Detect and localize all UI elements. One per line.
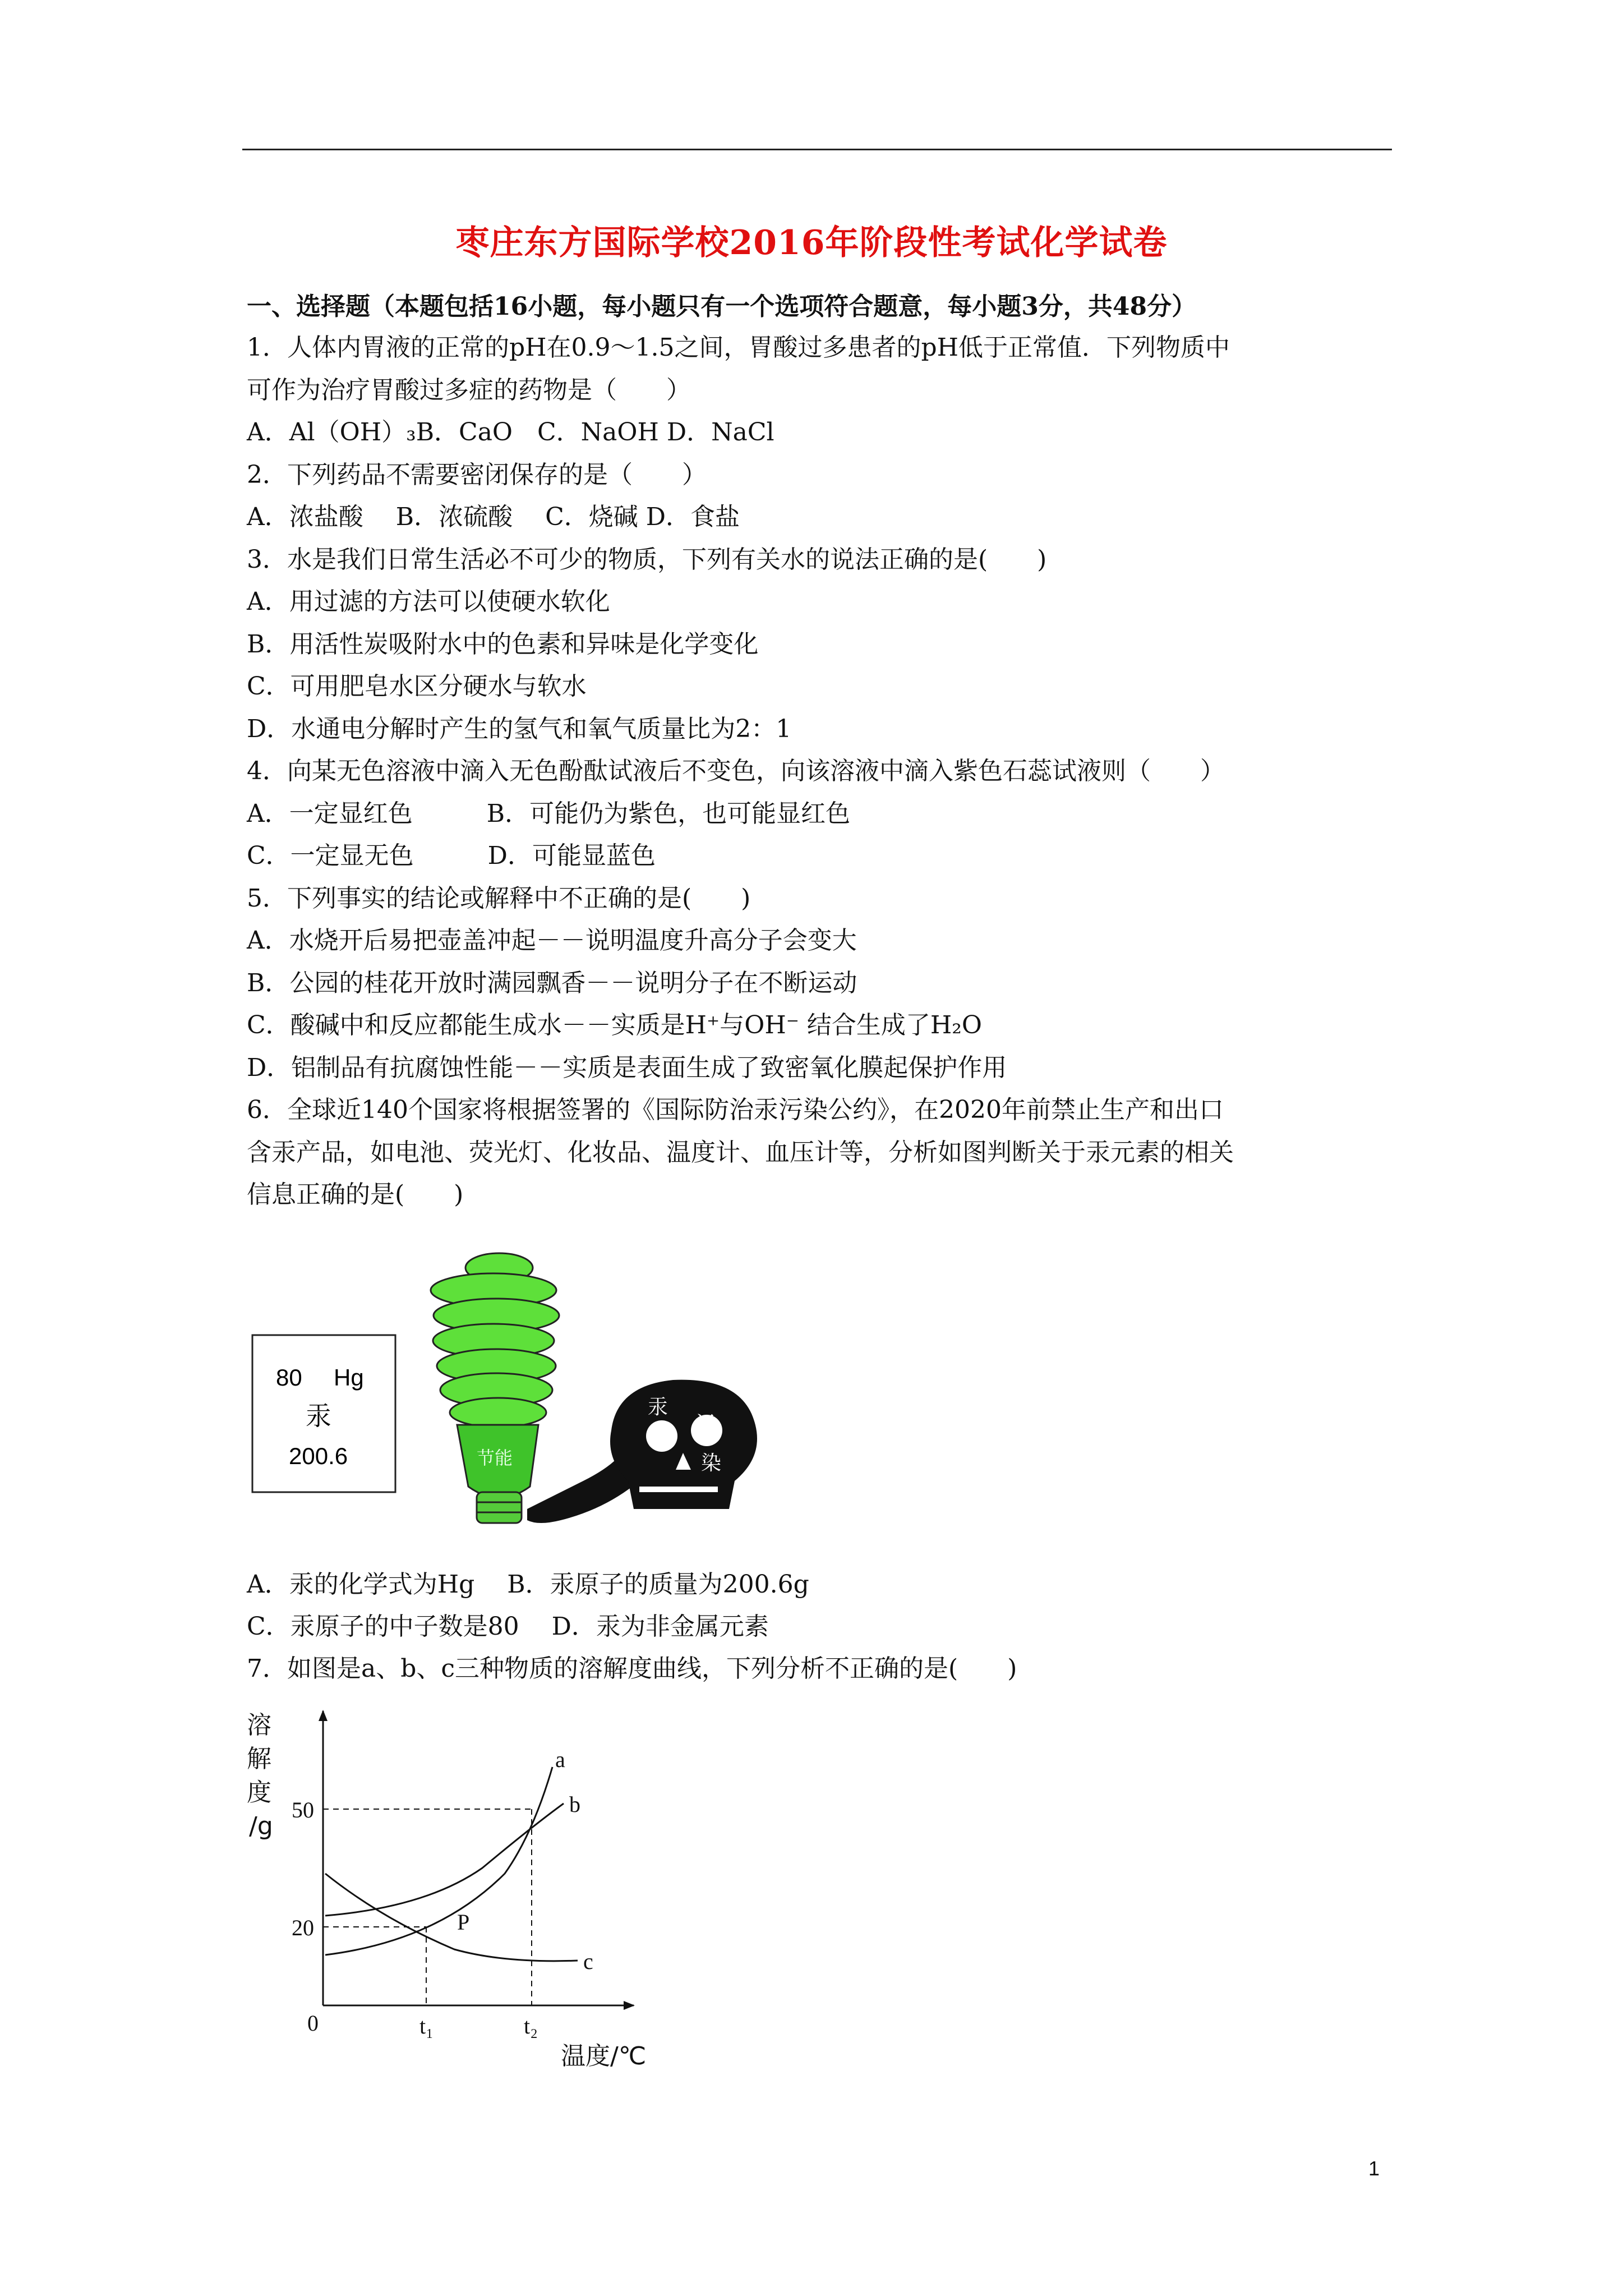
ylabel-char-3: 度 — [247, 1778, 271, 1807]
curve-c-label: c — [583, 1949, 593, 1974]
bulb-label: 节能 — [477, 1447, 513, 1469]
solubility-graph — [241, 1705, 679, 2070]
question-line: D．铝制品有抗腐蚀性能－－实质是表面生成了致密氧化膜起保护作用 — [247, 1053, 1007, 1082]
element-card — [252, 1335, 395, 1492]
xlabel: 温度/℃ — [561, 2042, 647, 2070]
point-p-label: P — [457, 1910, 470, 1935]
question-line: 4．向某无色溶液中滴入无色酚酞试液后不变色，向该溶液中滴入紫色石蕊试液则（ ） — [247, 757, 1225, 785]
question-line: 5．下列事实的结论或解释中不正确的是( ) — [247, 884, 751, 913]
question-line: 6．全球近140个国家将根据签署的《国际防治汞污染公约》，在2020年前禁止生产和出口 — [247, 1096, 1224, 1124]
question-line: A．用过滤的方法可以使硬水软化 — [247, 587, 610, 616]
question-line: B．用活性炭吸附水中的色素和异味是化学变化 — [247, 629, 759, 659]
page-number: 1 — [1368, 2157, 1380, 2180]
page-title: 枣庄东方国际学校2016年阶段性考试化学试卷 — [455, 223, 1168, 263]
question-line: C．酸碱中和反应都能生成水－－实质是H⁺与OH⁻ 结合生成了H₂O — [247, 1011, 982, 1039]
question-line: C．一定显无色 D．可能显蓝色 — [247, 841, 656, 870]
header-rule — [242, 149, 1392, 150]
energy-saving-bulb-illustration — [431, 1253, 757, 1523]
question-line: 7．如图是a、b、c三种物质的溶解度曲线，下列分析不正确的是( ) — [247, 1654, 1017, 1683]
skull-label-2: 污 — [695, 1412, 716, 1435]
xtick-t2: t₂ — [524, 2013, 538, 2039]
element-symbol: Hg — [334, 1364, 364, 1391]
element-number: 80 — [276, 1364, 302, 1391]
question-line: 可作为治疗胃酸过多症的药物是（ ） — [247, 375, 691, 404]
curve-a-label: a — [555, 1747, 565, 1772]
section-heading: 一、选择题（本题包括16小题，每小题只有一个选项符合题意，每小题3分，共48分） — [247, 292, 1197, 321]
element-name: 汞 — [306, 1401, 331, 1431]
question-line: B．公园的桂花开放时满园飘香－－说明分子在不断运动 — [247, 968, 857, 997]
question-line: D．水通电分解时产生的氢气和氧气质量比为2：1 — [247, 714, 792, 743]
ytick-50: 50 — [292, 1797, 314, 1823]
question-line: 3．水是我们日常生活必不可少的物质，下列有关水的说法正确的是( ) — [247, 545, 1047, 574]
curve-b-label: b — [569, 1792, 580, 1817]
curve-a — [325, 1767, 552, 1955]
question-line: 信息正确的是( ) — [247, 1180, 464, 1209]
question-line: A．一定显红色 B．可能仍为紫色，也可能显红色 — [247, 799, 851, 828]
question-line: A．Al（OH）₃B．CaO C．NaOH D．NaCl — [247, 418, 774, 447]
ylabel-char-2: 解 — [247, 1745, 271, 1773]
skull-label-1: 汞 — [648, 1396, 668, 1419]
question-line: C．汞原子的中子数是80 D．汞为非金属元素 — [247, 1612, 769, 1641]
xtick-t1: t₁ — [419, 2013, 434, 2039]
question-line: A．浓盐酸 B．浓硫酸 C．烧碱 D．食盐 — [247, 503, 740, 531]
ylabel-char-1: 溶 — [247, 1711, 271, 1740]
question-line: 含汞产品，如电池、荧光灯、化妆品、温度计、血压计等，分析如图判断关于汞元素的相关 — [247, 1138, 1234, 1167]
element-mass: 200.6 — [289, 1443, 348, 1469]
mercury-figure — [247, 1245, 830, 1559]
origin-label: 0 — [307, 2010, 319, 2036]
ylabel-char-4: /g — [249, 1812, 273, 1841]
question-line: 1．人体内胃液的正常的pH在0.9～1.5之间，胃酸过多患者的pH低于正常值．下列物质中 — [247, 333, 1230, 362]
ytick-20: 20 — [292, 1915, 314, 1940]
question-line: A．汞的化学式为Hg B．汞原子的质量为200.6g — [247, 1570, 809, 1599]
question-line: A．水烧开后易把壶盖冲起－－说明温度升高分子会变大 — [247, 926, 857, 955]
question-line: C．可用肥皂水区分硬水与软水 — [247, 672, 587, 701]
question-line: 2．下列药品不需要密闭保存的是（ ） — [247, 460, 707, 489]
skull-label-3: 染 — [701, 1452, 722, 1475]
